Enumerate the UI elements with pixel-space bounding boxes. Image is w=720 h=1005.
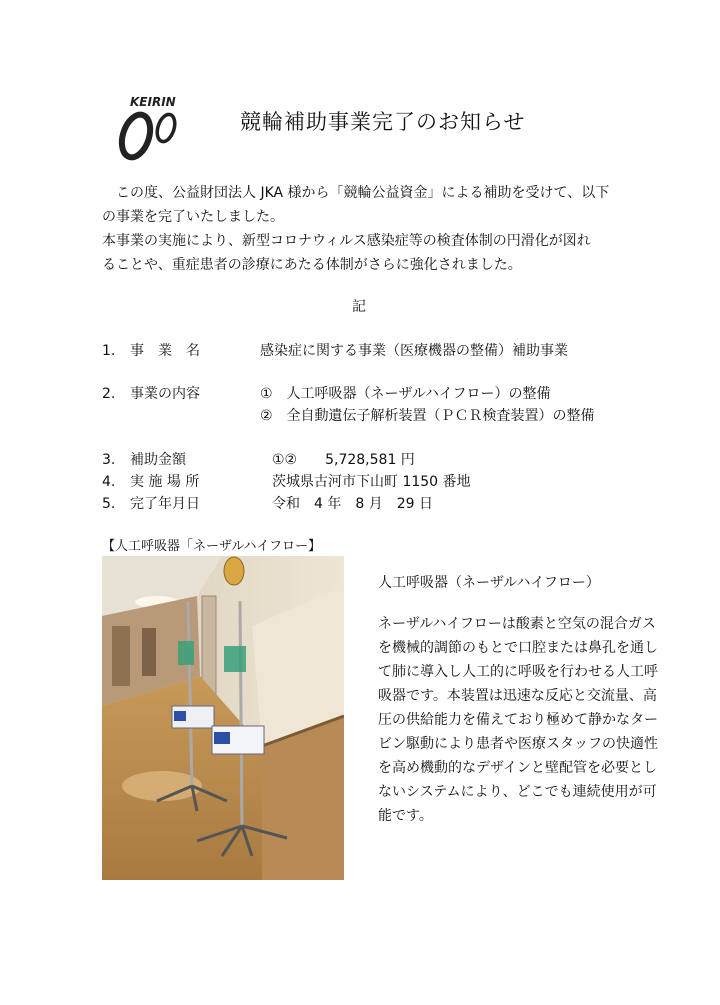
- intro-line: ることや、重症患者の診療にあたる体制がさらに強化されました。: [102, 257, 522, 273]
- item-number: 2.: [102, 386, 116, 402]
- item-number: 5.: [102, 496, 116, 512]
- item-label: 補助金額: [130, 452, 186, 468]
- photo-caption: 【人工呼吸器「ネーザルハイフロー】: [102, 539, 322, 554]
- intro-line: 本事業の実施により、新型コロナウィルス感染症等の検査体制の円滑化が図れ: [102, 233, 591, 249]
- ki-heading: 記: [352, 299, 366, 315]
- item-number: 4.: [102, 474, 116, 490]
- page-title: 競輪補助事業完了のお知らせ: [240, 110, 526, 134]
- description-title: 人工呼吸器（ネーザルハイフロー）: [378, 575, 600, 591]
- item-value: ① 人工呼吸器（ネーザルハイフロー）の整備: [260, 386, 551, 402]
- description-line: ないシステムにより、どこでも連続使用が可: [378, 784, 657, 800]
- description-body: [378, 612, 658, 828]
- description-line: 能です。: [378, 808, 433, 824]
- intro-line: この度、公益財団法人 JKA 様から「競輪公益資金」による補助を受けて、以下: [102, 185, 610, 201]
- item-label: 完了年月日: [130, 496, 200, 512]
- item-value: 令和 4 年 8 月 29 日: [272, 496, 433, 512]
- item-label: 事 業 名: [130, 343, 200, 359]
- item-value: 感染症に関する事業（医療機器の整備）補助事業: [260, 343, 568, 359]
- description-line: て肺に導入し人工的に呼吸を行わせる人工呼: [378, 664, 658, 680]
- description-line: ネーザルハイフローは酸素と空気の混合ガス: [378, 616, 656, 632]
- description-line: を機械的調節のもとで口腔または鼻孔を通し: [378, 640, 658, 656]
- item-value: 茨城県古河市下山町 1150 番地: [272, 474, 471, 490]
- description-line: 圧の供給能力を備えており極めて静かなター: [378, 712, 658, 728]
- item-number: 1.: [102, 343, 116, 359]
- ventilator-photo: [102, 556, 344, 880]
- item-number: 3.: [102, 452, 116, 468]
- item-label: 実 施 場 所: [130, 474, 200, 490]
- item-label: 事業の内容: [130, 386, 200, 402]
- item-value: ② 全自動遺伝子解析装置（ＰＣＲ検査装置）の整備: [260, 408, 595, 424]
- keirin-logo: [108, 92, 188, 162]
- description-line: 吸器です。本装置は迅速な反応と交流量、高: [378, 688, 657, 704]
- description-line: を高め機動的なデザインと壁配管を必要とし: [378, 760, 658, 776]
- item-value: ①② 5,728,581 円: [272, 452, 415, 468]
- intro-line: の事業を完了いたしました。: [102, 209, 284, 225]
- keirin-logo-text: KEIRIN: [130, 95, 176, 109]
- description-line: ビン駆動により患者や医療スタッフの快適性: [378, 736, 658, 752]
